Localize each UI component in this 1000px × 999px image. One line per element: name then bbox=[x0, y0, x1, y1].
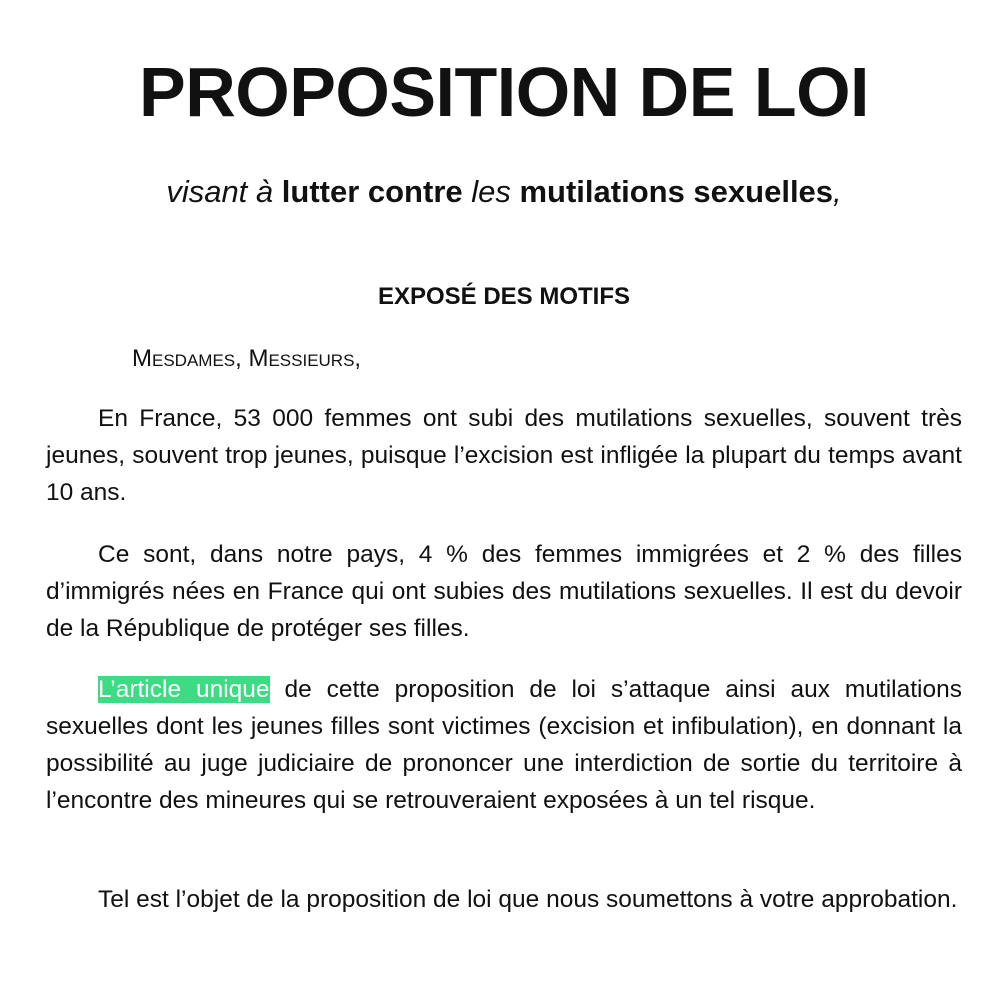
paragraph-1: En France, 53 000 femmes ont subi des mutilations sexuelles, souvent très jeunes, souvent trop jeunes, puisque l’excision est infligée la plupart du temps avant 10 ans. bbox=[46, 405, 962, 506]
document-subtitle bbox=[46, 170, 962, 214]
paragraph-4: Tel est l’objet de la proposition de loi que nous soumettons à votre approbation. bbox=[98, 886, 958, 913]
paragraph-2: Ce sont, dans notre pays, 4 % des femmes immigrées et 2 % des filles d’immigrés nées en France qui ont subies des mutilations sexuelles. Il est du devoir de la République de protéger ses filles. bbox=[46, 541, 962, 642]
paragraph-3-text: de cette proposition de loi s’attaque ainsi aux mutilations sexuelles dont les jeunes filles sont victimes (excision et infibulation), en donnant la possibilité au juge judiciaire de prononcer une interdiction de sortie du territoire à l’encontre des mineures qui se retrouveraient exposées à un tel risque. bbox=[46, 676, 962, 814]
paragraph-3 bbox=[46, 671, 962, 819]
highlighted-text[interactable]: L’article unique bbox=[98, 676, 270, 703]
subtitle-part-5: , bbox=[833, 174, 842, 209]
document-page bbox=[46, 0, 962, 999]
salutation: Mesdames, Messieurs, bbox=[132, 345, 362, 372]
subtitle-part-4: mutilations sexuelles bbox=[519, 174, 834, 209]
subtitle-part-2: lutter contre bbox=[281, 174, 463, 209]
document-title: PROPOSITION DE LOI bbox=[139, 53, 869, 131]
subtitle-part-1: visant à bbox=[166, 174, 282, 209]
section-heading: EXPOSÉ DES MOTIFS bbox=[377, 283, 631, 310]
subtitle-part-3: les bbox=[462, 174, 520, 209]
